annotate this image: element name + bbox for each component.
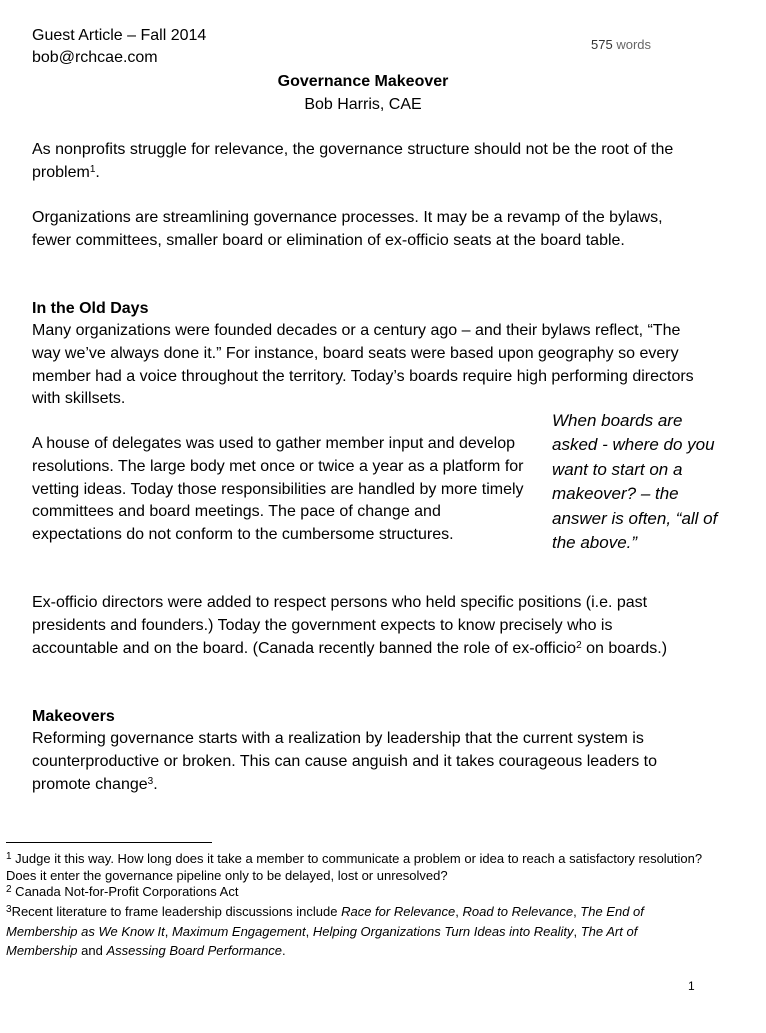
- paragraph-streamlining: Organizations are streamlining governance processes. It may be a revamp of the bylaws, fewer committees, smaller board or elimination of ex-officio seats at the board table.: [32, 209, 663, 249]
- page-number: 1: [688, 979, 695, 993]
- article-author: Bob Harris, CAE: [304, 96, 422, 113]
- footnote-ref-3: 3: [147, 775, 154, 787]
- footnote-1: $^1$ Judge it this way. How long does it take a member to communicate a problem or idea to reach a satisfactory resolution? Does it enter the governance pipeline only to be delayed, lost or unresolved?: [6, 851, 703, 883]
- footnote-2: $^2$ Canada Not-for-Profit Corporations Act: [6, 884, 239, 899]
- footnote-ref-1: 1: [89, 163, 96, 175]
- footnote-separator: [6, 842, 212, 843]
- article-label: Guest Article – Fall 2014: [32, 27, 207, 44]
- footnote-3: $^3$Recent literature to frame leadership discussions include Race for Relevance, Road to Relevance, The End of Membership as We Know It, Maximum Engagement, Helping Organizations Turn Ideas into Reality, The Art of Membership and Assessing Board Performance.: [6, 904, 644, 958]
- pull-quote: When boards are asked - where do you want to start on a makeover? – the answer is often, “all of the above.”: [552, 411, 718, 553]
- paragraph-bylaws: Many organizations were founded decades or a century ago – and their bylaws reflect, “The way we’ve always done it.” For instance, board seats were based upon geography so every member had a voice throughout the territory. Today’s boards require high performing directors with skillsets.: [32, 322, 694, 408]
- word-count: [591, 37, 651, 52]
- paragraph-house-of-delegates: A house of delegates was used to gather member input and develop resolutions. The large body met once or twice a year as a platform for vetting ideas. Today those responsibilities are handled by more timely committees and board meetings. The pace of change and expectations do not conform to the cumbersome structures.: [32, 435, 524, 544]
- footnote-ref-2: 2: [576, 639, 582, 651]
- author-email: bob@rchcae.com: [32, 49, 158, 66]
- paragraph-ex-officio: Ex-officio directors were added to respect persons who held specific positions (i.e. past presidents and founders.) Today the government expects to know precisely who is accountable and on the board. (Canada recently banned the role of ex-officio$^2$ on boards.): [32, 594, 668, 657]
- paragraph-reforming: Reforming governance starts with a realization by leadership that the current system is counterproductive or broken. This can cause anguish and it takes courageous leaders to promote change$^3$.: [32, 730, 657, 793]
- article-title: Governance Makeover: [277, 73, 449, 90]
- paragraph-intro: As nonprofits struggle for relevance, the governance structure should not be the root of the problem$^1$.: [32, 141, 674, 181]
- heading-old-days: In the Old Days: [32, 300, 149, 317]
- heading-makeovers: Makeovers: [32, 708, 115, 725]
- word-count-label: words: [616, 37, 652, 52]
- word-count-number: 575: [591, 37, 613, 52]
